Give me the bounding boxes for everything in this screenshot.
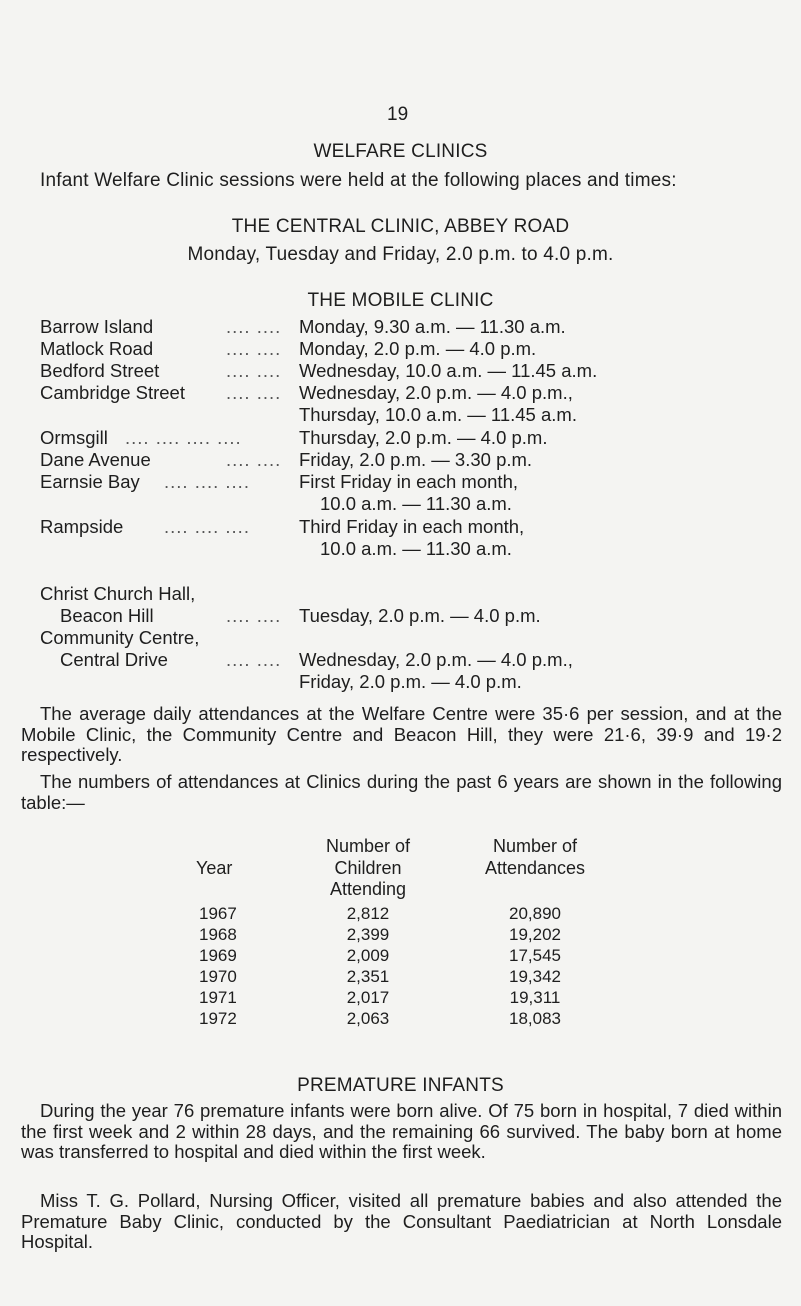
attendance-numbers-paragraph	[21, 772, 782, 813]
place-name: Bedford Street	[40, 360, 160, 381]
table-row-year: 1968	[199, 925, 237, 944]
place-name: Earnsie Bay	[40, 471, 140, 492]
place-name-continued: Central Drive	[60, 649, 168, 670]
welfare-intro: Infant Welfare Clinic sessions were held at the following places and times:	[40, 170, 677, 191]
session-time: Monday, 2.0 p.m. — 4.0 p.m.	[299, 338, 537, 359]
session-time: Wednesday, 10.0 a.m. — 11.45 a.m.	[299, 360, 598, 381]
place-name: Christ Church Hall,	[40, 583, 196, 604]
central-heading: THE CENTRAL CLINIC, ABBEY ROAD	[231, 216, 570, 237]
col-header-children-2: Children	[334, 858, 402, 878]
welfare-heading: WELFARE CLINICS	[313, 141, 488, 162]
place-name: Dane Avenue	[40, 449, 151, 470]
place-name: Cambridge Street	[40, 382, 185, 403]
session-time-continued: Friday, 2.0 p.m. — 4.0 p.m.	[299, 671, 522, 692]
table-row-attendances: 17,545	[509, 946, 561, 965]
table-row-year: 1969	[199, 946, 237, 965]
col-header-children-1: Number of	[325, 836, 411, 856]
table-row-attendances: 18,083	[509, 1009, 561, 1028]
session-time: Wednesday, 2.0 p.m. — 4.0 p.m.,	[299, 649, 573, 670]
table-row-attendances: 19,202	[509, 925, 561, 944]
session-time: Third Friday in each month,	[299, 516, 525, 537]
leader-dots: .... .... ....	[164, 471, 250, 492]
leader-dots: .... .... .... ....	[125, 427, 242, 448]
premature-paragraph-1	[21, 1101, 782, 1163]
leader-dots: .... ....	[226, 338, 282, 359]
session-time: Wednesday, 2.0 p.m. — 4.0 p.m.,	[299, 382, 573, 403]
session-time: Thursday, 2.0 p.m. — 4.0 p.m.	[299, 427, 548, 448]
session-time-continued: 10.0 a.m. — 11.30 a.m.	[320, 538, 512, 559]
table-row-attendances: 20,890	[509, 904, 561, 923]
col-header-attendances-1: Number of	[492, 836, 578, 856]
table-row-year: 1967	[199, 904, 237, 923]
table-row-children: 2,812	[346, 904, 390, 923]
leader-dots: .... ....	[226, 449, 282, 470]
place-name: Rampside	[40, 516, 124, 537]
table-row-children: 2,017	[346, 988, 390, 1007]
table-row-year: 1970	[199, 967, 237, 986]
place-name: Ormsgill	[40, 427, 108, 448]
col-header-attendances-2: Attendances	[484, 858, 586, 878]
average-attendance-text: The average daily attendances at the Welfare Centre were 35·6 per session, and at the Mobile Clinic, the Community Centre and Beacon Hill, they were 21·6, 39·9 and 19·2 respectively.	[21, 703, 782, 765]
place-name-continued: Beacon Hill	[60, 605, 154, 626]
place-name: Community Centre,	[40, 627, 200, 648]
leader-dots: .... ....	[226, 360, 282, 381]
col-header-year: Year	[196, 858, 233, 878]
table-row-attendances: 19,311	[509, 988, 561, 1007]
premature-text-1: During the year 76 premature infants were born alive. Of 75 born in hospital, 7 died within the first week and 2 within 28 days, and the remaining 66 survived. The baby born at home was transferred to hospital and died within the first week.	[21, 1100, 782, 1162]
premature-heading: PREMATURE INFANTS	[297, 1075, 504, 1096]
leader-dots: .... ....	[226, 649, 282, 670]
leader-dots: .... .... ....	[164, 516, 250, 537]
table-row-children: 2,063	[346, 1009, 390, 1028]
place-name: Barrow Island	[40, 316, 154, 337]
average-attendance-paragraph	[21, 704, 782, 766]
leader-dots: .... ....	[226, 605, 282, 626]
attendance-numbers-text: The numbers of attendances at Clinics during the past 6 years are shown in the following table:—	[21, 771, 782, 813]
central-times: Monday, Tuesday and Friday, 2.0 p.m. to 4.0 p.m.	[187, 244, 614, 265]
mobile-heading: THE MOBILE CLINIC	[307, 290, 494, 311]
session-time: First Friday in each month,	[299, 471, 518, 492]
session-time: Friday, 2.0 p.m. — 3.30 p.m.	[299, 449, 533, 470]
session-time: Monday, 9.30 a.m. — 11.30 a.m.	[299, 316, 566, 337]
leader-dots: .... ....	[226, 316, 282, 337]
premature-text-2: Miss T. G. Pollard, Nursing Officer, visited all premature babies and also attended the Premature Baby Clinic, conducted by the Consultant Paediatrician at North Lonsdale Hospital.	[21, 1190, 782, 1252]
table-row-year: 1972	[199, 1009, 237, 1028]
col-header-children-3: Attending	[329, 879, 407, 899]
table-row-year: 1971	[199, 988, 237, 1007]
page-number: 19	[387, 104, 409, 125]
table-row-children: 2,351	[346, 967, 390, 986]
session-time-continued: Thursday, 10.0 a.m. — 11.45 a.m.	[299, 404, 577, 425]
session-time-continued: 10.0 a.m. — 11.30 a.m.	[320, 493, 512, 514]
place-name: Matlock Road	[40, 338, 154, 359]
leader-dots: .... ....	[226, 382, 282, 403]
table-row-attendances: 19,342	[509, 967, 561, 986]
table-row-children: 2,399	[346, 925, 390, 944]
session-time: Tuesday, 2.0 p.m. — 4.0 p.m.	[299, 605, 541, 626]
premature-paragraph-2	[21, 1191, 782, 1253]
table-row-children: 2,009	[346, 946, 390, 965]
